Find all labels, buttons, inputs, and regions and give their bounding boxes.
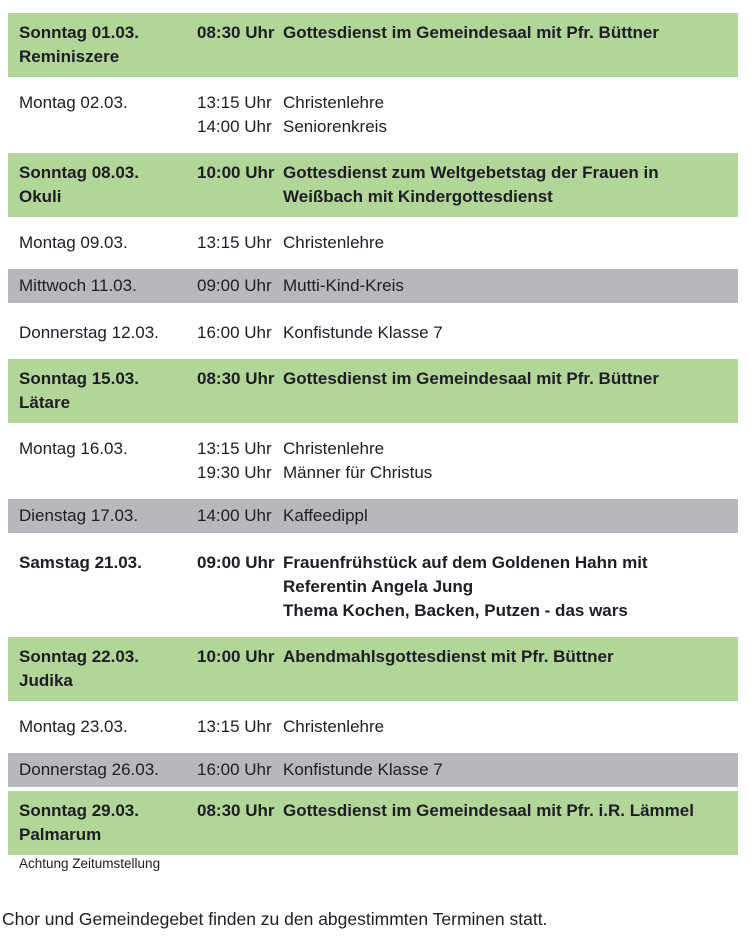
event-time: 08:30 Uhr [197,369,275,388]
event-description [283,799,728,823]
event-time: 13:15 Uhr [197,717,272,736]
row-events-column [197,161,728,209]
schedule-row [8,701,738,753]
event-description-line: Konfistunde Klasse 7 [283,760,443,779]
event-description-line: Christenlehre [283,93,385,112]
event-line [197,231,728,255]
row-date: Montag 02.03. [19,93,128,112]
row-events-column [197,645,728,693]
event-line [197,504,728,528]
event-line [197,437,728,461]
event-time: 16:00 Uhr [197,323,272,342]
event-description [283,367,728,391]
event-description-line: Männer für Christus [283,463,433,482]
event-description-line: Frauenfrühstück auf dem Goldenen Hahn mit [283,553,648,572]
row-sunday-name: Reminiszere [19,47,120,66]
event-description [283,91,728,115]
row-events-column [197,758,728,782]
event-time: 08:30 Uhr [197,23,275,42]
event-description [283,715,728,739]
row-date-column [19,161,197,209]
event-description-line: Mutti-Kind-Kreis [283,276,404,295]
time-change-note: Achtung Zeitumstellung [19,856,161,871]
row-date-column [19,645,197,693]
row-date: Montag 16.03. [19,439,128,458]
event-description-line: Thema Kochen, Backen, Putzen - das wars [283,601,628,620]
footer-note: Chor und Gemeindegebet finden zu den abgestimmten Terminen statt. [2,909,548,929]
event-description [283,437,728,461]
event-description [283,321,728,345]
event-time: 14:00 Uhr [197,506,272,525]
event-description [283,758,728,782]
event-description [283,461,728,485]
event-line [197,799,728,823]
row-date-column [19,504,197,528]
event-line [197,21,728,45]
schedule-row [8,423,738,499]
row-date: Sonntag 15.03. [19,369,139,388]
row-date: Samstag 21.03. [19,553,142,572]
row-date: Donnerstag 26.03. [19,760,159,779]
row-date-column [19,715,197,739]
row-events-column [197,321,728,345]
row-events-column [197,715,728,739]
event-line [197,161,728,209]
event-description-line: Christenlehre [283,233,385,252]
event-description-line: Konfistunde Klasse 7 [283,323,443,342]
row-date: Donnerstag 12.03. [19,323,159,342]
row-date-column [19,21,197,69]
event-time: 10:00 Uhr [197,647,275,666]
schedule-table [0,13,750,873]
event-time: 13:15 Uhr [197,233,272,252]
event-description-line: Gottesdienst im Gemeindesaal mit Pfr. i.R. Lämmel [283,801,694,820]
schedule-row [8,359,738,423]
event-description-line: Abendmahlsgottesdienst mit Pfr. Büttner [283,647,614,666]
event-time: 13:15 Uhr [197,93,272,112]
event-description [283,161,728,209]
event-description [283,551,728,623]
row-events-column [197,437,728,485]
event-time: 19:30 Uhr [197,463,272,482]
event-description [283,231,728,255]
event-line [197,115,728,139]
row-events-column [197,274,728,298]
schedule-row [8,499,738,533]
event-line [197,551,728,623]
row-date: Montag 09.03. [19,233,128,252]
row-sunday-name: Judika [19,671,73,690]
event-description [283,21,728,45]
event-description [283,274,728,298]
row-events-column [197,231,728,255]
row-events-column [197,91,728,139]
row-date-column [19,274,197,298]
schedule-row [8,307,738,359]
row-events-column [197,367,728,415]
row-date: Sonntag 29.03. [19,801,139,820]
row-date: Dienstag 17.03. [19,506,139,525]
row-date-column [19,91,197,139]
row-events-column [197,551,728,623]
event-time: 08:30 Uhr [197,801,275,820]
schedule-row [8,791,738,855]
event-description-line: Christenlehre [283,717,385,736]
event-description-line: Gottesdienst zum Weltgebetstag der Frauen in [283,163,659,182]
event-line [197,715,728,739]
schedule-row [8,217,738,269]
schedule-row [8,753,738,787]
schedule-row [8,77,738,153]
event-line [197,274,728,298]
event-line [197,645,728,669]
row-sunday-name: Palmarum [19,825,102,844]
event-time: 09:00 Uhr [197,553,275,572]
schedule-row [8,637,738,701]
event-description [283,504,728,528]
event-time: 13:15 Uhr [197,439,272,458]
schedule-row [8,269,738,303]
event-description [283,645,728,669]
row-date: Sonntag 01.03. [19,23,139,42]
event-time: 14:00 Uhr [197,117,272,136]
event-time: 16:00 Uhr [197,760,272,779]
row-sunday-name: Lätare [19,393,71,412]
event-time: 09:00 Uhr [197,276,272,295]
schedule-row [8,537,738,637]
schedule-row [8,153,738,217]
row-date: Sonntag 08.03. [19,163,139,182]
event-description-line: Christenlehre [283,439,385,458]
row-date-column [19,551,197,623]
event-line [197,91,728,115]
row-events-column [197,504,728,528]
event-description-line: Seniorenkreis [283,117,387,136]
schedule-row [8,13,738,77]
row-date: Montag 23.03. [19,717,128,736]
row-date-column [19,321,197,345]
row-date-column [19,799,197,847]
row-date-column [19,758,197,782]
event-description-line: Referentin Angela Jung [283,577,474,596]
event-description-line: Weißbach mit Kindergottesdienst [283,187,553,206]
row-date-column [19,231,197,255]
row-events-column [197,21,728,69]
event-description-line: Kaffeedippl [283,506,368,525]
event-line [197,367,728,391]
event-description-line: Gottesdienst im Gemeindesaal mit Pfr. Büttner [283,23,659,42]
row-sunday-name: Okuli [19,187,62,206]
event-line [197,461,728,485]
event-description-line: Gottesdienst im Gemeindesaal mit Pfr. Büttner [283,369,659,388]
row-date: Mittwoch 11.03. [19,276,137,295]
event-line [197,758,728,782]
row-date: Sonntag 22.03. [19,647,139,666]
event-line [197,321,728,345]
row-events-column [197,799,728,847]
event-description [283,115,728,139]
row-date-column [19,437,197,485]
event-time: 10:00 Uhr [197,163,275,182]
row-date-column [19,367,197,415]
